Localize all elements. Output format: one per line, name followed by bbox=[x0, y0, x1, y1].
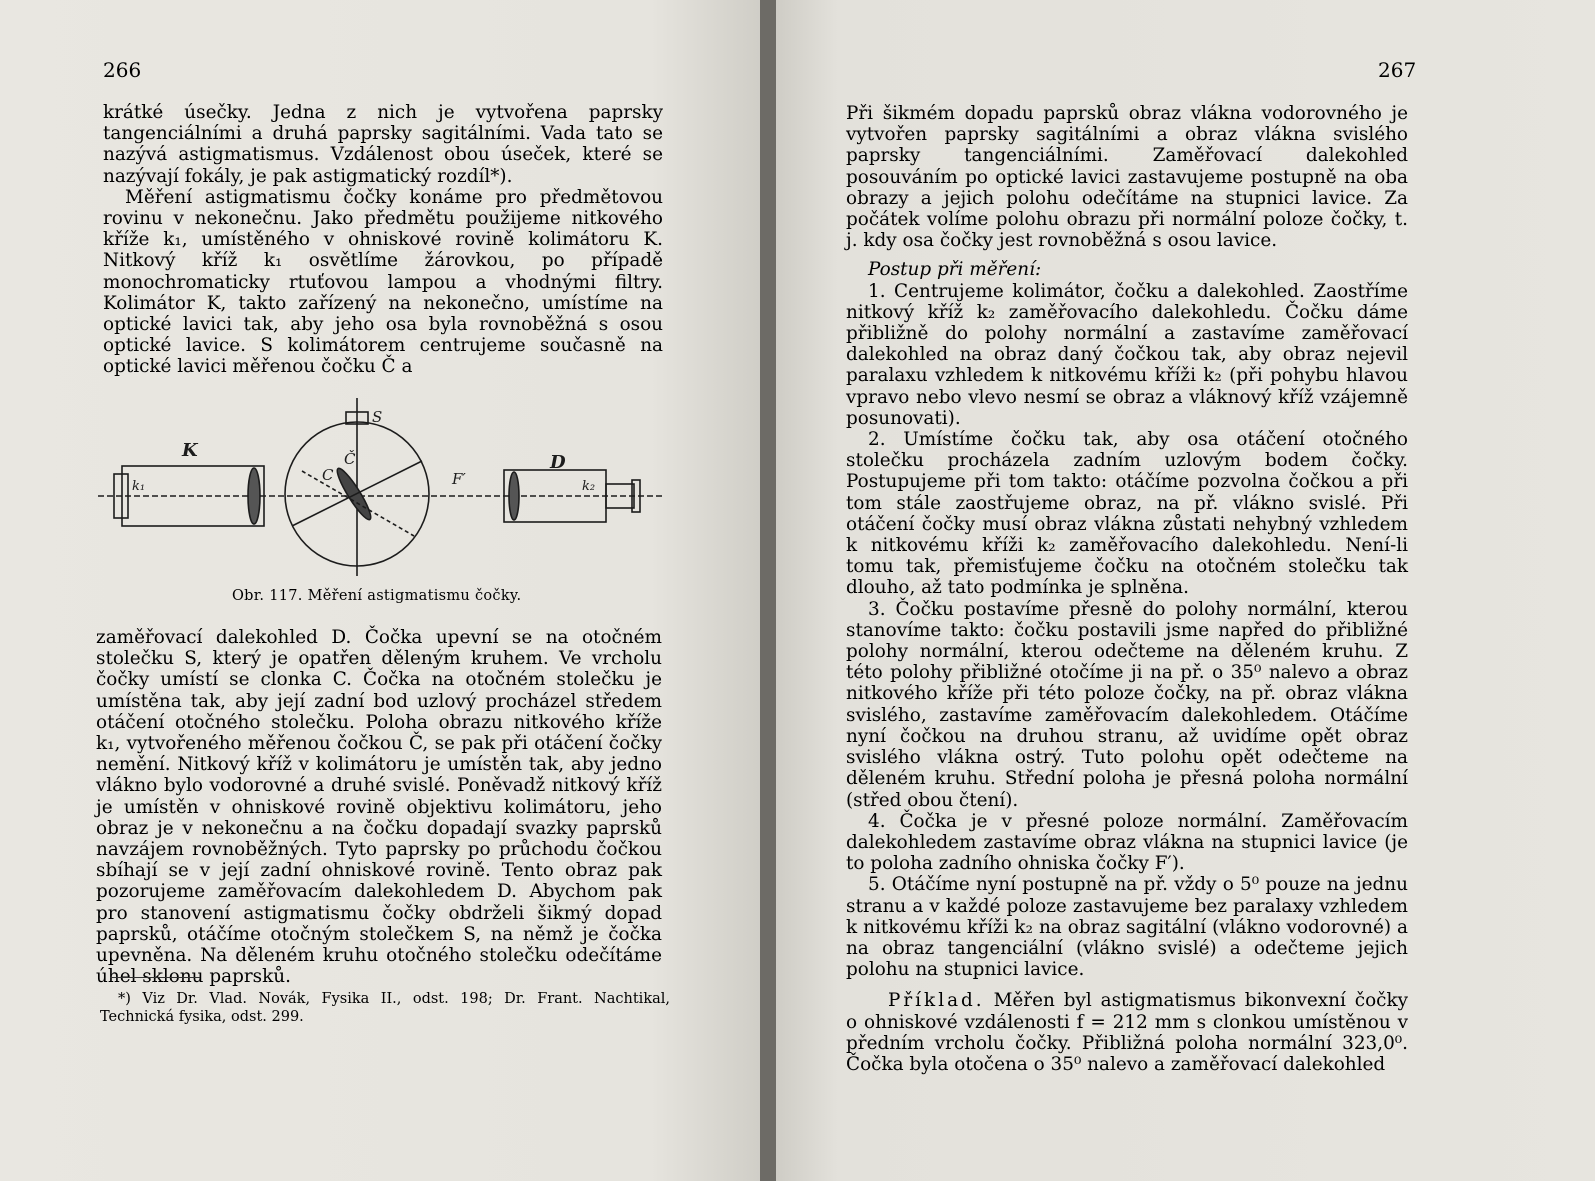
footnote-rule bbox=[110, 977, 200, 978]
label-telescope: D bbox=[550, 452, 566, 473]
footnote bbox=[100, 990, 670, 1026]
footnote-text: *) Viz Dr. Vlad. Novák, Fysika II., odst. 198; Dr. Frant. Nachtikal, Technická fysika, odst. 299. bbox=[100, 991, 670, 1025]
right-page-number: 267 bbox=[1378, 58, 1417, 82]
label-lens: Č bbox=[344, 450, 356, 468]
label-crosshair-2: k₂ bbox=[582, 479, 596, 494]
left-top-text bbox=[103, 102, 663, 378]
lens-ray-dashed bbox=[302, 471, 414, 536]
tested-lens bbox=[333, 465, 375, 522]
label-stage: S bbox=[372, 408, 383, 426]
example-text: Měřen byl astigmatismus bikonvexní čočky o ohniskové vzdálenosti f = 212 mm s clonkou umístěnou v předním vrcholu čočky. Přibližná poloha normální 323,0⁰. Čočka byla otočena o 35⁰ nalevo a zaměřovací dalekohled bbox=[846, 990, 1408, 1075]
procedure-heading: Postup při měření: bbox=[868, 259, 1042, 281]
label-focus: F′ bbox=[452, 470, 466, 488]
label-collimator: K bbox=[182, 440, 198, 461]
step: 4. Čočka je v přesné poloze normální. Zaměřovacím dalekohledem zastavíme obraz vlákna na stupnici lavice (je to poloha zadního ohniska čočky F′). bbox=[846, 810, 1408, 875]
paragraph: Měření astigmatismu čočky konáme pro předmětovou rovinu v nekonečnu. Jako předmětu použijeme nitkového kříže k₁, umístěného v ohniskové rovině kolimátoru K. Nitkový kříž k₁ osvětlíme žárovkou, po případě monochromaticky rtuťovou lampou a vhodnými filtry. Kolimátor K, takto zařízený na nekonečno, umístíme na optické lavici tak, aby jeho osa byla rovnoběžná s osou optické lavice. S kolimátorem centrujeme současně na optické lavici měřenou čočku Č a bbox=[103, 186, 663, 378]
paragraph: zaměřovací dalekohled D. Čočka upevní se na otočném stolečku S, který je opatřen děleným kruhem. Ve vrcholu čočky umístí se clonka C. Čočka na otočném stolečku je umístěna tak, aby její zadní bod uzlový procházel středem otáčení otočného stolečku. Poloha obrazu nitkového kříže k₁, vytvořeného měřenou čočkou Č, se pak při otáčení čočky nemění. Nitkový kříž v kolimátoru je umístěn tak, aby jedno vlákno bylo vodorovné a druhé svislé. Poněvadž nitkový kříž je umístěn v ohniskové rovině objektivu kolimátoru, jeho obraz je v nekonečnu a na čočku dopadají svazky paprsků navzájem rovnoběžných. Tyto paprsky po průchodu čočkou sbíhají se v její zadní ohniskové rovině. Tento obraz pak pozorujeme zaměřovacím dalekohledem D. Abychom pak pro stanovení astigmatismu čočky obdrželi šikmý dopad paprsků, otáčíme otočným stolečkem S, na němž je čočka upevněna. Na děleném kruhu otočného stolečku odečítáme úhel sklonu paprsků. bbox=[96, 627, 662, 988]
step: 2. Umístíme čočku tak, aby osa otáčení otočného stolečku procházela zadním uzlovým bodem čočky. Postupujeme při tom takto: otáčíme pozvolna čočkou a při tom stále zaostřujeme obraz, na př. vlákno svislé. Při otáčení čočky musí obraz vlákna zůstati nehybný vzhledem k nitkovému kříži k₂ zaměřovacího dalekohledu. Není-li tomu tak, přemisťujeme čočku na otočném stolečku tak dlouho, až tato podmínka je splněna. bbox=[846, 429, 1408, 599]
step: 3. Čočku postavíme přesně do polohy normální, kterou stanovíme takto: čočku postavili jsme napřed do přibližné polohy normální, kterou odečteme na děleném kruhu. Z této polohy přibližné otočíme ji na př. o 35⁰ nalevo a obraz nitkového kříže při této poloze čočky, na př. obraz vlákna svislého, zastavíme zaměřovacím dalekohledem. Otáčíme nyní čočkou na druhou stranu, až uvidíme opět obraz svislého vlákna ostrý. Tuto polohu opět odečteme na děleném kruhu. Střední poloha je přesná poloha normální (střed obou čtení). bbox=[846, 598, 1408, 811]
right-text bbox=[846, 103, 1408, 1075]
example-label: Příklad. bbox=[888, 990, 985, 1012]
collimator-lens bbox=[248, 468, 260, 524]
figure-caption: Obr. 117. Měření astigmatismu čočky. bbox=[232, 588, 522, 604]
left-page-number: 266 bbox=[103, 58, 142, 82]
example-paragraph bbox=[846, 990, 1408, 1075]
figure-astigmatism-setup bbox=[92, 376, 672, 596]
label-diaphragm: C bbox=[322, 466, 334, 484]
step: 1. Centrujeme kolimátor, čočku a dalekohled. Zaostříme nitkový kříž k₂ zaměřovacího dalekohledu. Čočku dáme přibližně do polohy normální a zastavíme zaměřovací dalekohled na obraz daný čočkou tak, aby obraz nejevil paralaxu vzhledem k nitkovému kříži k₂ (při pohybu hlavou vpravo nebo vlevo nesmí se obraz a vláknový kříž vzájemně posunovati). bbox=[846, 280, 1408, 429]
left-bottom-text bbox=[96, 627, 662, 987]
step: 5. Otáčíme nyní postupně na př. vždy o 5⁰ pouze na jednu stranu a v každé poloze zastavujeme bez paralaxy vzhledem k nitkovému kříži k₂ na obraz sagitální (vlákno vodorovné) a na obraz tangenciální (vlákno svislé) a odečteme jejich polohu na stupnici lavice. bbox=[846, 874, 1408, 981]
paragraph: krátké úsečky. Jedna z nich je vytvořena paprsky tangenciálními a druhá paprsky sagitálními. Vada tato se nazývá astigmatismus. Vzdálenost obou úseček, které se nazývají fokály, je pak astigmatický rozdíl*). bbox=[103, 102, 663, 187]
label-crosshair-1: k₁ bbox=[132, 479, 146, 494]
paragraph: Při šikmém dopadu paprsků obraz vlákna vodorovného je vytvořen paprsky sagitálními a obraz vlákna svislého paprsky tangenciálními. Zaměřovací dalekohled posouváním po optické lavici zastavujeme postupně na oba obrazy a jejich polohu odečítáme na stupnici lavice. Za počátek volíme polohu obrazu při normální poloze čočky, t. j. kdy osa čočky jest rovnoběžná s osou lavice. bbox=[846, 103, 1408, 252]
telescope-objective bbox=[509, 472, 519, 520]
book-gutter bbox=[760, 0, 776, 1181]
